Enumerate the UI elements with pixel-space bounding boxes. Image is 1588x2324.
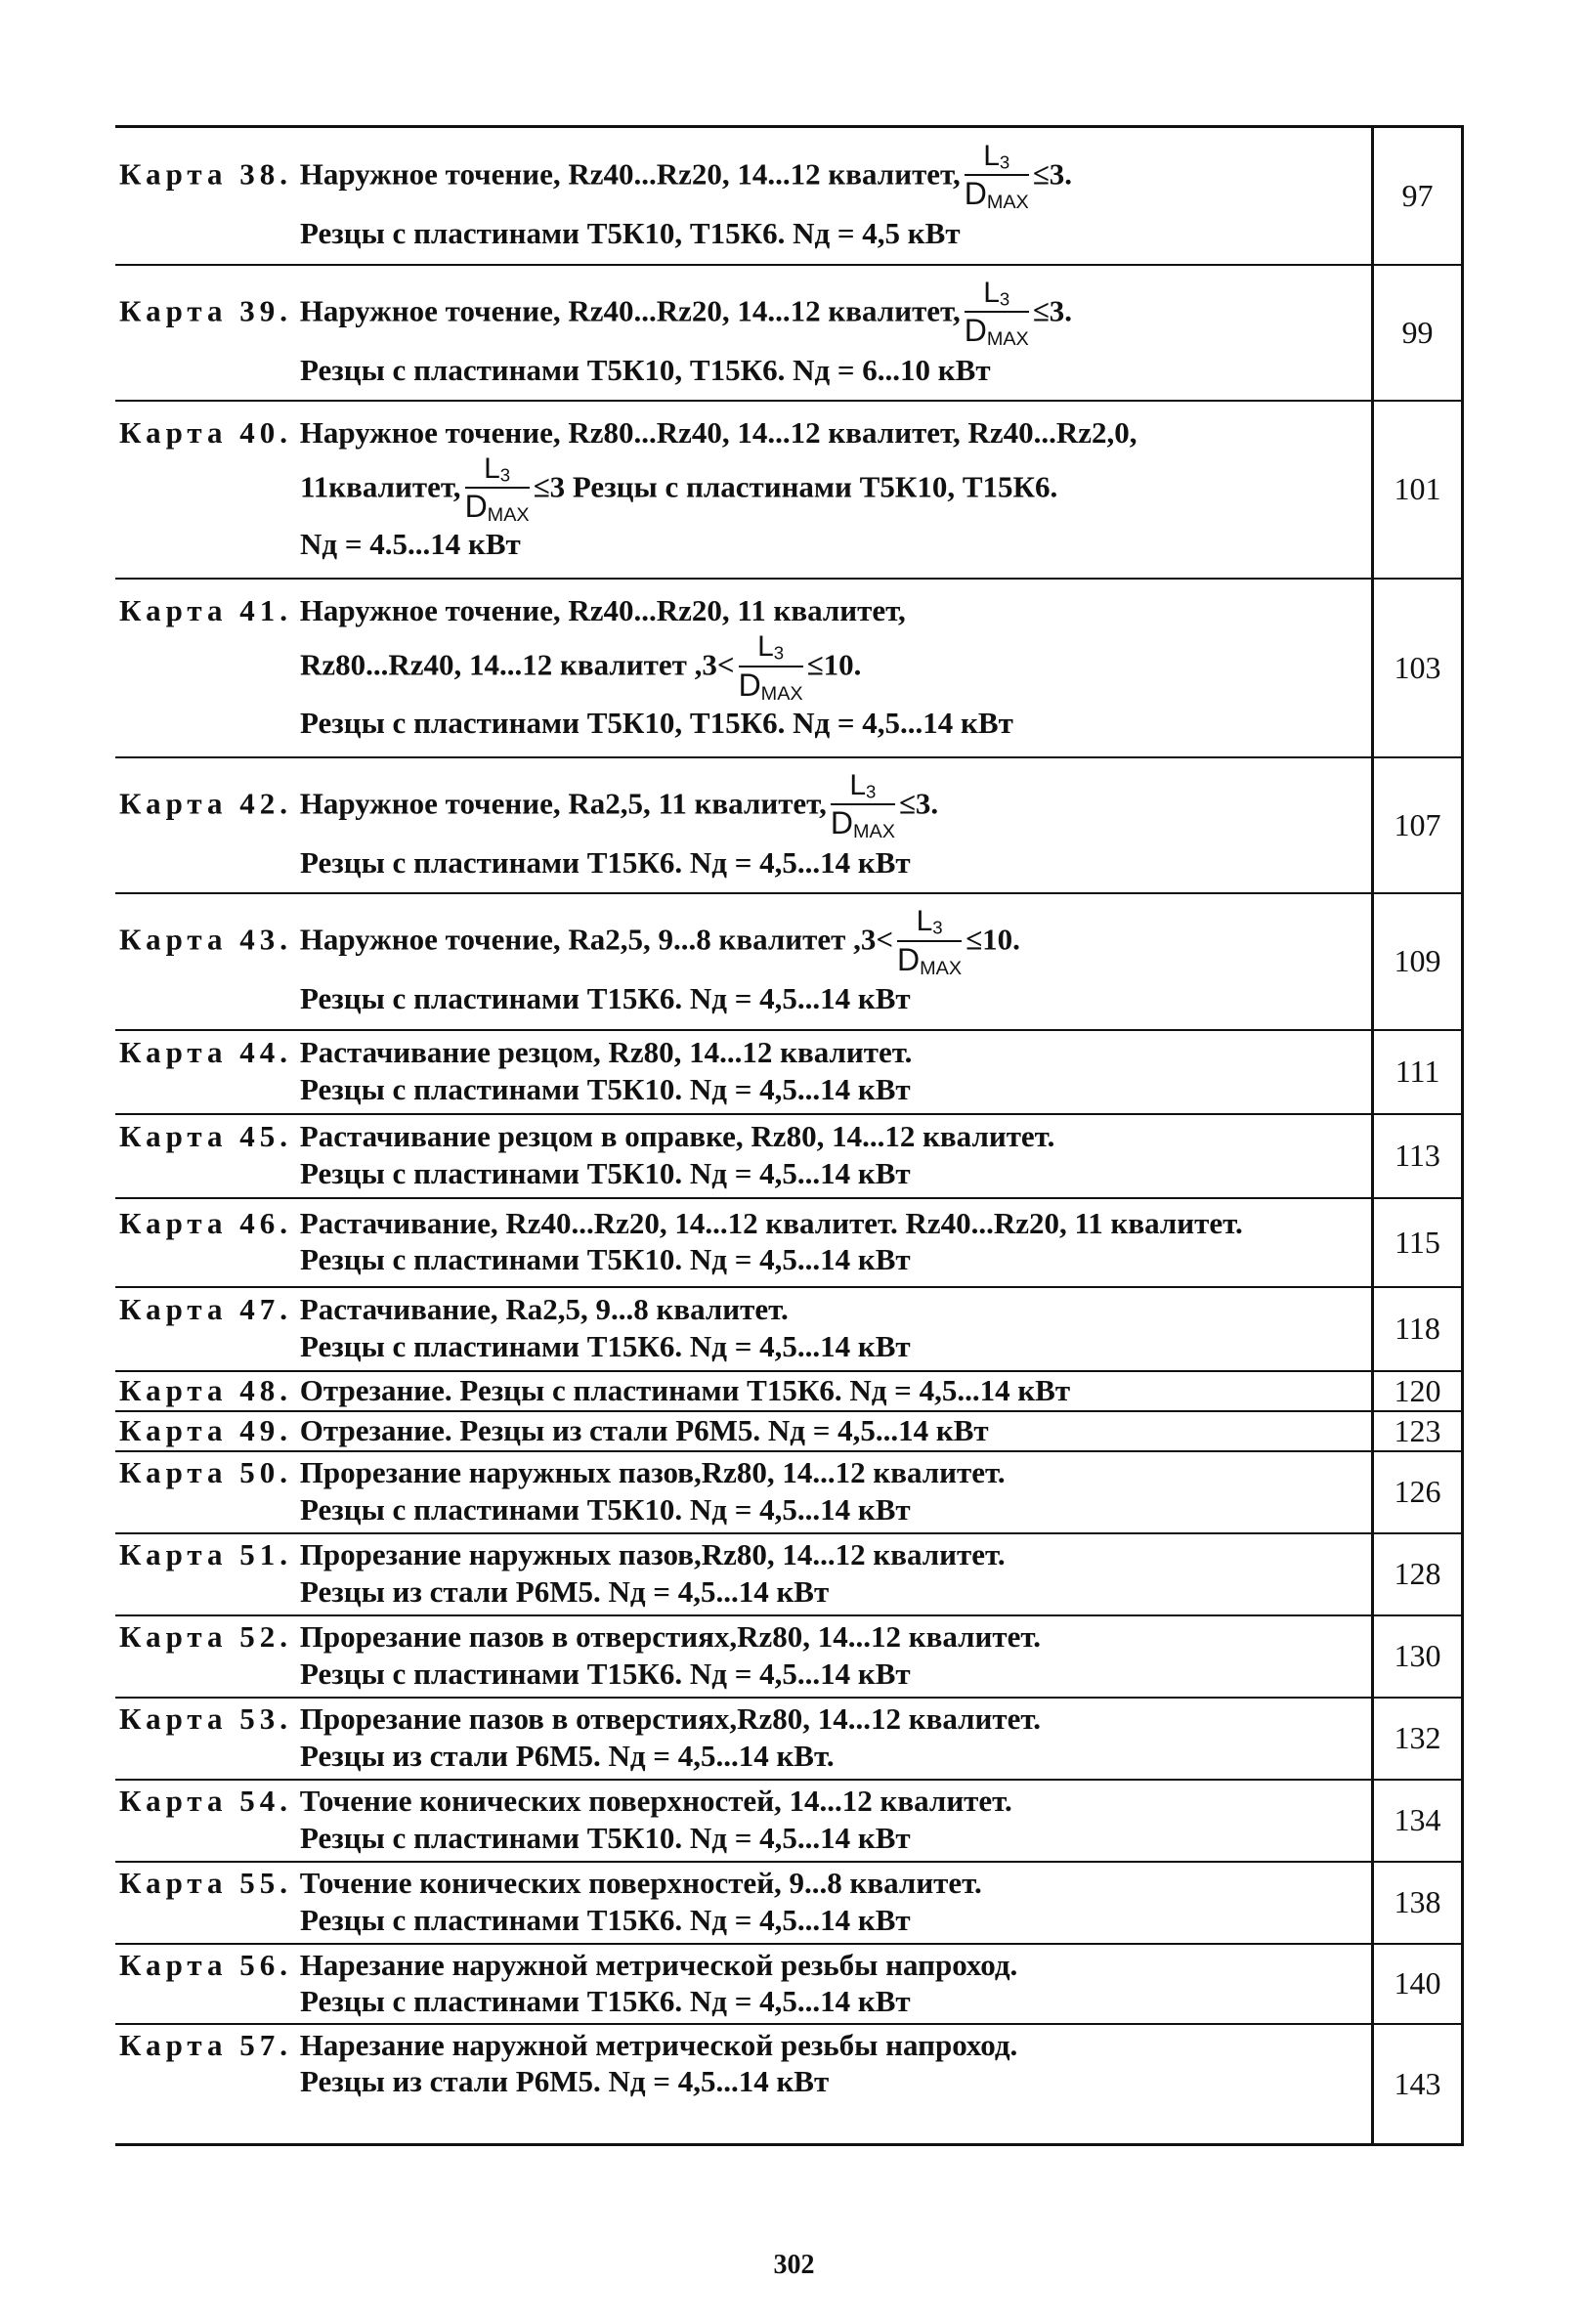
card-label: Карта 47. [119,1292,293,1327]
card-label: Карта 39. [119,293,293,328]
toc-entry [115,2024,1373,2145]
toc-table [115,125,1464,2146]
toc-entry [115,265,1373,401]
toc-row [115,1411,1463,1451]
entry-text: ≤3. [1032,156,1073,192]
page-ref: 118 [1373,1287,1463,1371]
card-label: Карта 49. [119,1413,293,1448]
entry-text: Резцы с пластинами Т5К10. Nд = 4,5...14 кВт [300,1242,911,1276]
page-number: 302 [773,2250,815,2280]
entry-text: Прорезание пазов в отверстиях,Rz80, 14...12 квалитет. [299,1701,1041,1737]
toc-row [115,2024,1463,2145]
card-label: Карта 43. [119,923,293,958]
entry-text: Наружное точение, Ra2,5, 11 квалитет, [299,786,827,821]
ratio-fraction: $\frac{L_3}{D_{MAX}}$ [830,768,895,843]
toc-row [115,1615,1463,1698]
entry-text: Резцы с пластинами Т15К6. Nд = 4,5...14 кВт [300,1656,911,1691]
page-ref: 134 [1373,1780,1463,1862]
card-label: Карта 40. [119,414,293,450]
card-label: Карта 52. [119,1619,293,1655]
card-label: Карта 57. [119,2027,293,2062]
entry-text: Наружное точение, Ra2,5, 9...8 квалитет ,3< [299,923,894,958]
entry-text: 11квалитет, [300,469,461,504]
toc-entry [115,1198,1373,1287]
page-ref: 99 [1373,265,1463,401]
toc-entry [115,1411,1373,1451]
toc-entry [115,1030,1373,1114]
toc-row [115,1198,1463,1287]
card-label: Карта 54. [119,1784,293,1819]
entry-text: Резцы с пластинами Т5К10, Т15К6. Nд = 4,5...14 кВт [300,705,1013,740]
toc-entry [115,893,1373,1030]
card-label: Карта 45. [119,1119,293,1154]
page-ref: 143 [1373,2024,1463,2145]
toc-row [115,265,1463,401]
entry-text: Резцы с пластинами Т15К6. Nд = 4,5...14 кВт [300,844,911,880]
entry-text: Нарезание наружной метрической резьбы напроход. [299,2027,1018,2062]
toc-row [115,1114,1463,1198]
toc-row [115,1780,1463,1862]
ratio-fraction: $\frac{L_3}{D_{MAX}}$ [964,276,1029,351]
toc-entry [115,1944,1373,2024]
toc-row [115,1451,1463,1533]
entry-text: ≤3. [1032,293,1073,328]
toc-entry [115,1114,1373,1198]
page-ref: 123 [1373,1411,1463,1451]
entry-text: ≤10. [806,648,862,683]
toc-row [115,893,1463,1030]
toc-entry [115,757,1373,893]
toc-row [115,1533,1463,1615]
toc-entry [115,579,1373,757]
entry-text: Rz80...Rz40, 14...12 квалитет ,3< [300,648,735,683]
page-ref: 140 [1373,1944,1463,2024]
entry-text: Nд = 4.5...14 кВт [300,527,521,562]
page-ref: 115 [1373,1198,1463,1287]
page-ref: 130 [1373,1615,1463,1698]
entry-text: Резцы с пластинами Т5К10. Nд = 4,5...14 кВт [300,1071,911,1106]
entry-text: Резцы с пластинами Т15К6. Nд = 4,5...14 кВт [300,1328,911,1363]
page-ref: 120 [1373,1371,1463,1411]
toc-row [115,1698,1463,1780]
toc-entry [115,1287,1373,1371]
toc-row [115,757,1463,893]
entry-text: Точение конических поверхностей, 14...12 квалитет. [299,1784,1012,1819]
entry-text: Прорезание наружных пазов,Rz80, 14...12 квалитет. [299,1537,1006,1572]
entry-text: Резцы из стали Р6М5. Nд = 4,5...14 кВт. [300,1738,835,1773]
entry-text: ≤3. [898,786,939,821]
page-ref: 101 [1373,401,1463,579]
toc-entry [115,1371,1373,1411]
entry-text: ≤10. [966,923,1020,958]
entry-text: Прорезание наружных пазов,Rz80, 14...12 квалитет. [299,1455,1006,1490]
entry-text: Наружное точение, Rz40...Rz20, 14...12 квалитет, [299,293,961,328]
card-label: Карта 51. [119,1537,293,1572]
entry-text: Резцы с пластинами Т15К6. Nд = 4,5...14 кВт [300,981,911,1016]
entry-text: Нарезание наружной метрической резьбы напроход. [299,1947,1018,1982]
toc-entry [115,1451,1373,1533]
entry-text: Наружное точение, Rz40...Rz20, 11 квалитет, [299,593,906,628]
card-label: Карта 46. [119,1205,293,1240]
entry-text: Растачивание, Rz40...Rz20, 14...12 квалитет. Rz40...Rz20, 11 квалитет. [299,1205,1243,1240]
page-ref: 113 [1373,1114,1463,1198]
page-ref: 107 [1373,757,1463,893]
entry-text: Резцы с пластинами Т5К10. Nд = 4,5...14 кВт [300,1491,911,1527]
toc-entry [115,127,1373,265]
entry-text: Резцы с пластинами Т5К10. Nд = 4,5...14 кВт [300,1155,911,1190]
toc-row [115,1944,1463,2024]
page-ref: 109 [1373,893,1463,1030]
toc-entry [115,1698,1373,1780]
entry-text: Резцы с пластинами Т5К10, Т15К6. Nд = 6...10 кВт [300,352,991,387]
card-label: Карта 53. [119,1701,293,1737]
toc-row [115,1862,1463,1944]
entry-text: Наружное точение, Rz40...Rz20, 14...12 квалитет, [299,156,961,192]
toc-row [115,1030,1463,1114]
entry-text: Точение конических поверхностей, 9...8 квалитет. [299,1866,982,1901]
card-label: Карта 42. [119,786,293,821]
card-label: Карта 38. [119,156,293,192]
card-label: Карта 48. [119,1373,293,1408]
entry-text: ≤3 Резцы с пластинами Т5К10, Т15К6. [533,469,1058,504]
ratio-fraction: $\frac{L_3}{D_{MAX}}$ [738,630,803,705]
card-label: Карта 41. [119,593,293,628]
card-label: Карта 44. [119,1035,293,1070]
card-label: Карта 50. [119,1455,293,1490]
toc-entry [115,1862,1373,1944]
toc-row [115,127,1463,265]
entry-text: Отрезание. Резцы с пластинами Т15К6. Nд = 4,5...14 кВт [299,1373,1071,1408]
entry-text: Резцы из стали Р6М5. Nд = 4,5...14 кВт [300,2064,830,2099]
entry-text: Резцы с пластинами Т15К6. Nд = 4,5...14 кВт [300,1902,911,1937]
page-ref: 103 [1373,579,1463,757]
entry-text: Резцы из стали Р6М5. Nд = 4,5...14 кВт [300,1573,830,1609]
entry-text: Наружное точение, Rz80...Rz40, 14...12 квалитет, Rz40...Rz2,0, [299,414,1137,450]
entry-text: Растачивание резцом, Rz80, 14...12 квалитет. [299,1035,913,1070]
page-ref: 111 [1373,1030,1463,1114]
toc-row [115,1287,1463,1371]
toc-entry [115,1780,1373,1862]
toc-entry [115,401,1373,579]
page-ref: 138 [1373,1862,1463,1944]
entry-text: Прорезание пазов в отверстиях,Rz80, 14...12 квалитет. [299,1619,1041,1655]
page-ref: 132 [1373,1698,1463,1780]
entry-text: Растачивание резцом в оправке, Rz80, 14...12 квалитет. [299,1119,1055,1154]
entry-text: Резцы с пластинами Т15К6. Nд = 4,5...14 кВт [300,1983,911,2018]
page-ref: 128 [1373,1533,1463,1615]
page-ref: 126 [1373,1451,1463,1533]
toc-entry [115,1615,1373,1698]
entry-text: Резцы с пластинами Т5К10. Nд = 4,5...14 кВт [300,1820,911,1855]
toc-entry [115,1533,1373,1615]
ratio-fraction: $\frac{L_3}{D_{MAX}}$ [464,452,530,527]
page-ref: 97 [1373,127,1463,265]
toc-row [115,401,1463,579]
ratio-fraction: $\frac{L_3}{D_{MAX}}$ [964,140,1029,214]
card-label: Карта 55. [119,1866,293,1901]
ratio-fraction: $\frac{L_3}{D_{MAX}}$ [897,905,963,979]
toc-row [115,1371,1463,1411]
entry-text: Отрезание. Резцы из стали Р6М5. Nд = 4,5...14 кВт [299,1413,989,1448]
entry-text: Растачивание, Ra2,5, 9...8 квалитет. [299,1292,789,1327]
card-label: Карта 56. [119,1947,293,1982]
entry-text: Резцы с пластинами Т5К10, Т15К6. Nд = 4,5 кВт [300,216,961,251]
toc-row [115,579,1463,757]
